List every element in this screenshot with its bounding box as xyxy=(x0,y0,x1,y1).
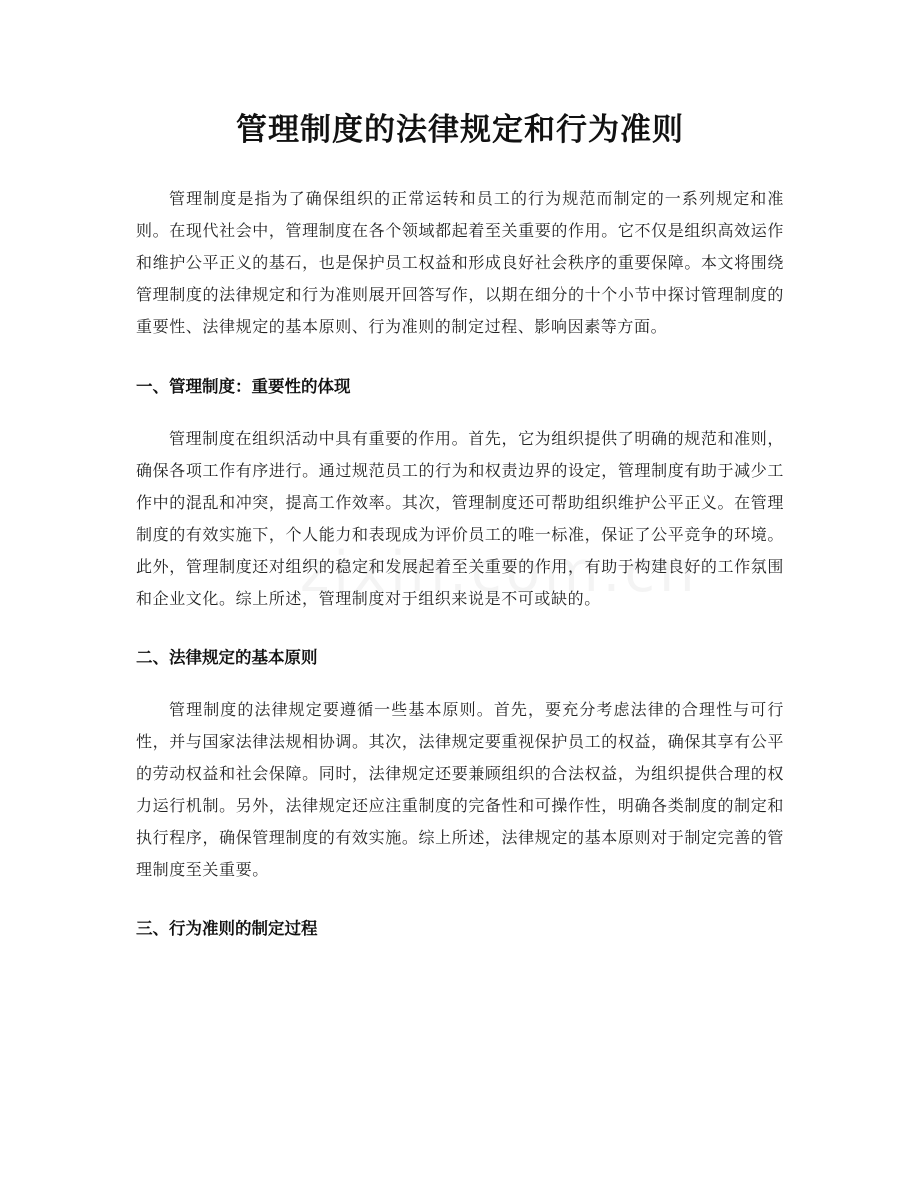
section-3-heading: 三、行为准则的制定过程 xyxy=(136,919,318,938)
document-title: 管理制度的法律规定和行为准则 xyxy=(236,112,684,148)
section-2-body: 管理制度的法律规定要遵循一些基本原则。首先，要充分考虑法律的合理性与可行性，并与国家法律法规相协调。其次，法律规定要重视保护员工的权益，确保其享有公平的劳动权益和社会保障。同时，法律规定还要兼顾组织的合法权益，为组织提供合理的权力运行机制。另外，法律规定还应注重制度的完备性和可操作性，明确各类制度的制定和执行程序，确保管理制度的有效实施。综上所述，法律规定的基本原则对于制定完善的管理制度至关重要。 xyxy=(136,700,784,879)
section-2-heading: 二、法律规定的基本原则 xyxy=(136,648,318,667)
section-1-body: 管理制度在组织活动中具有重要的作用。首先，它为组织提供了明确的规范和准则，确保各项工作有序进行。通过规范员工的行为和权责边界的设定，管理制度有助于减少工作中的混乱和冲突，提高工作效率。其次，管理制度还可帮助组织维护公平正义。在管理制度的有效实施下，个人能力和表现成为评价员工的唯一标准，保证了公平竞争的环境。此外，管理制度还对组织的稳定和发展起着至关重要的作用，有助于构建良好的工作氛围和企业文化。综上所述，管理制度对于组织来说是不可或缺的。 xyxy=(136,429,784,608)
section-1-heading: 一、管理制度：重要性的体现 xyxy=(136,377,351,396)
intro-paragraph: 管理制度是指为了确保组织的正常运转和员工的行为规范而制定的一系列规定和准则。在现代社会中，管理制度在各个领域都起着至关重要的作用。它不仅是组织高效运作和维护公平正义的基石，也是保护员工权益和形成良好社会秩序的重要保障。本文将围绕管理制度的法律规定和行为准则展开回答写作，以期在细分的十个小节中探讨管理制度的重要性、法律规定的基本原则、行为准则的制定过程、影响因素等方面。 xyxy=(136,189,784,336)
